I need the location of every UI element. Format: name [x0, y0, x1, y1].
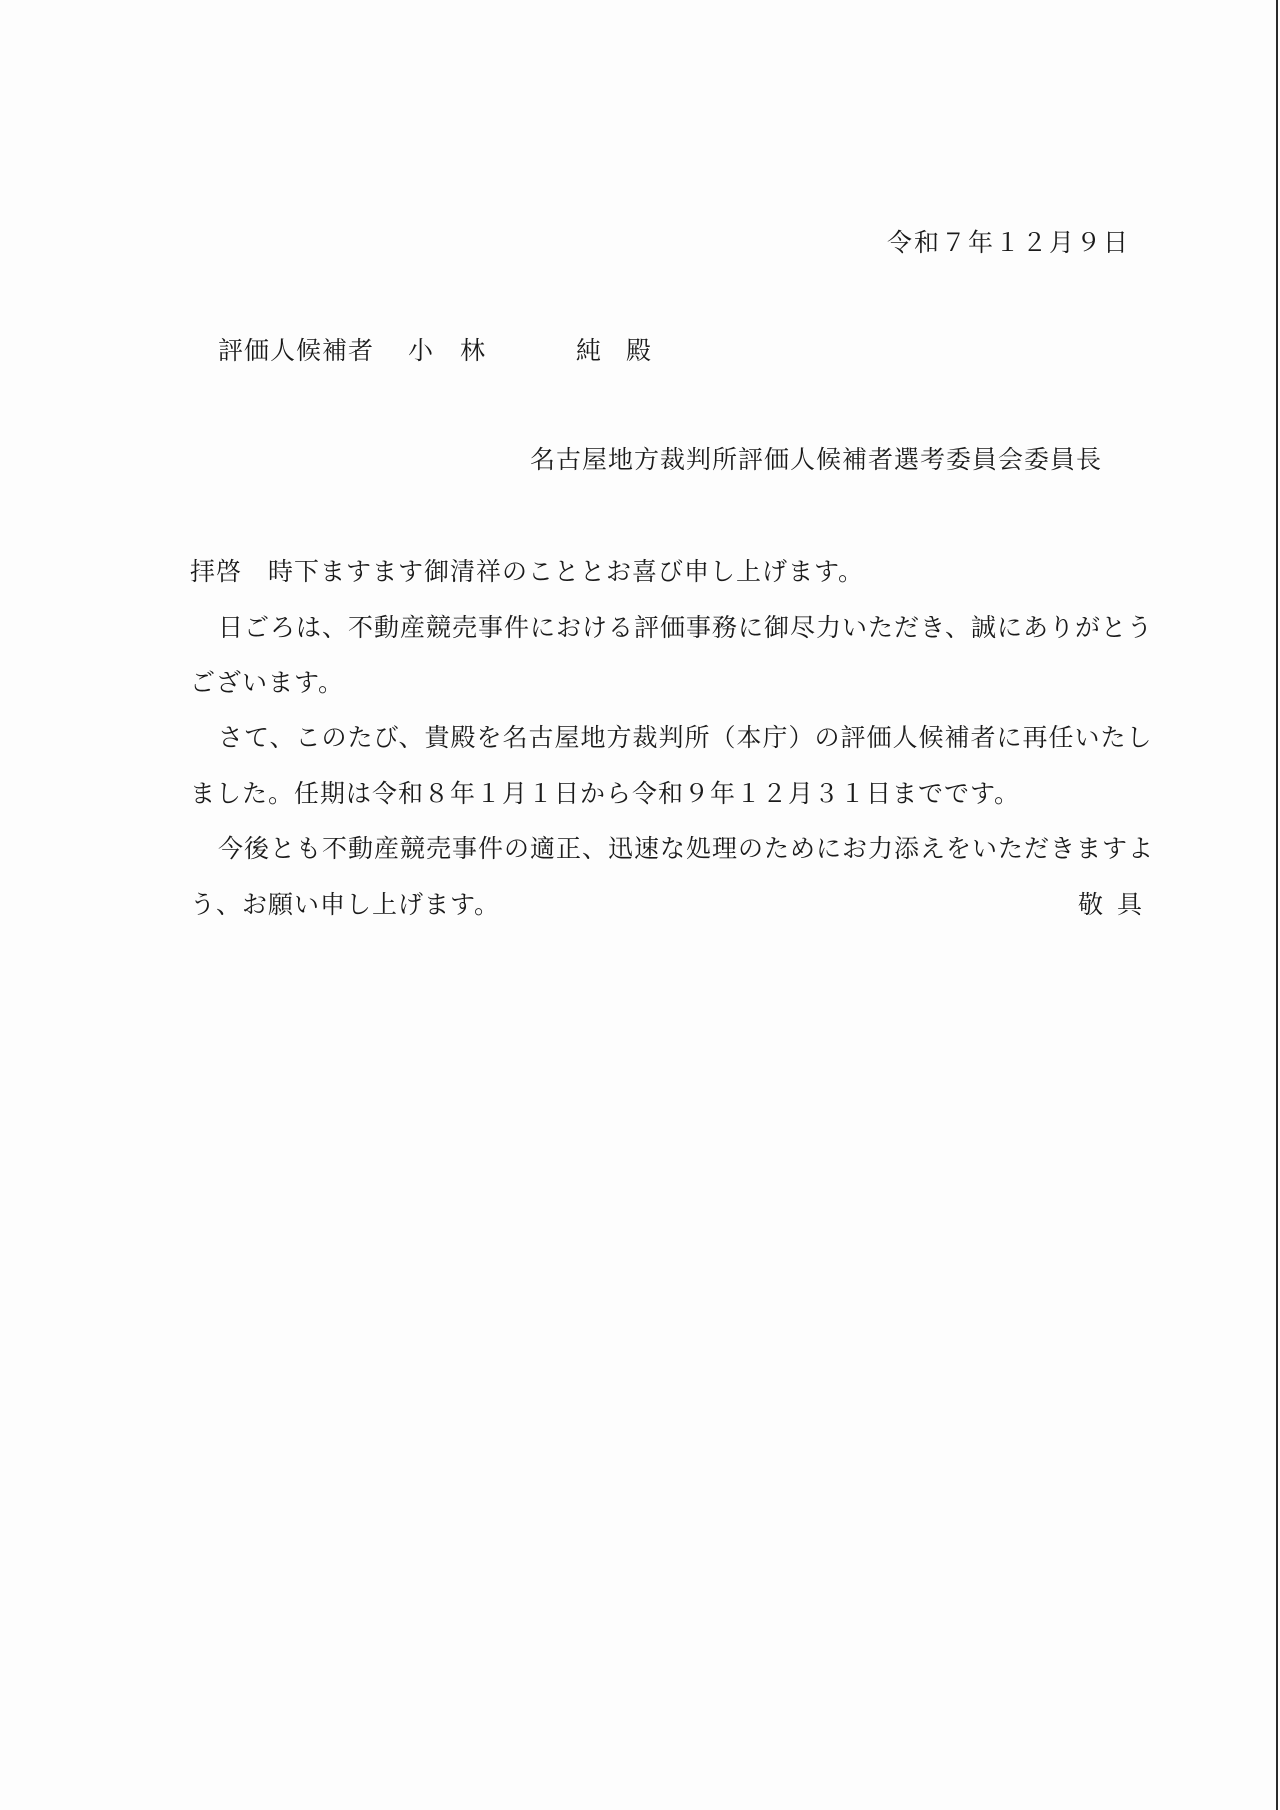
body-line: ました。任期は令和８年１月１日から令和９年１２月３１日までです。 — [190, 779, 1021, 808]
scan-edge-line — [1276, 0, 1278, 1810]
body-line: ございます。 — [190, 668, 345, 697]
closing-remark: 敬具 — [1078, 890, 1157, 919]
addressee-honorific: 殿 — [626, 336, 653, 365]
addressee-line — [218, 336, 652, 366]
body-line: う、お願い申し上げます。 — [190, 890, 501, 919]
body-line: さて、このたび、貴殿を名古屋地方裁判所（本庁）の評価人候補者に再任いたし — [218, 723, 1153, 752]
addressee-family-name: 小 林 — [408, 336, 487, 365]
body-line: 日ごろは、不動産競売事件における評価事務に御尽力いただき、誠にありがとう — [218, 613, 1154, 642]
addressee-title: 評価人候補者 — [218, 336, 375, 365]
body-line: 拝啓 時下ますます御清祥のこととお喜び申し上げます。 — [190, 557, 865, 586]
body-line: 今後とも不動産競売事件の適正、迅速な処理のためにお力添えをいただきますよ — [218, 834, 1155, 863]
sender-line: 名古屋地方裁判所評価人候補者選考委員会委員長 — [529, 445, 1102, 474]
addressee-given-name: 純 — [576, 336, 603, 365]
letter-date: 令和７年１２月９日 — [886, 228, 1130, 257]
